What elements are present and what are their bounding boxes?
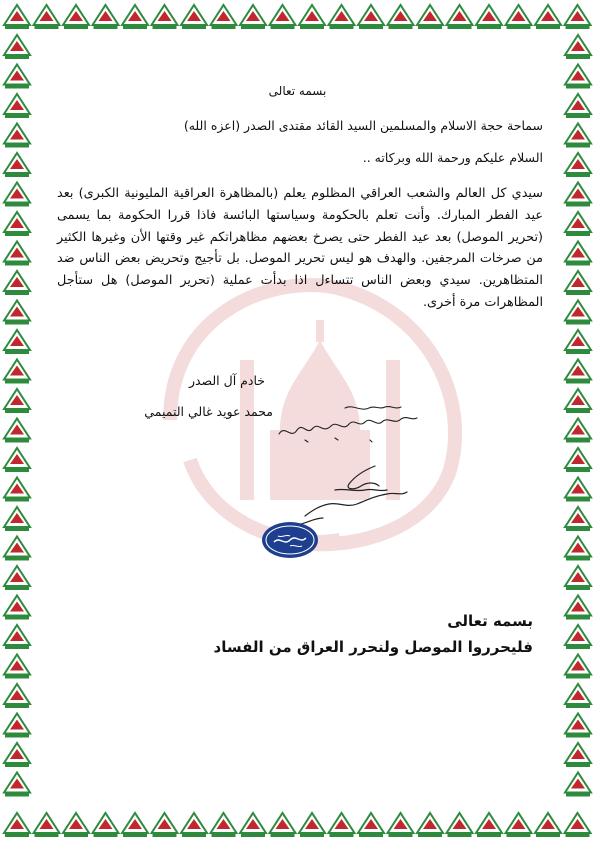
- border-motif: [329, 5, 355, 29]
- border-motif: [565, 94, 591, 118]
- border-motif: [4, 684, 30, 708]
- letter-page: [40, 40, 555, 800]
- border-motif: [565, 389, 591, 413]
- border-motif: [535, 813, 561, 837]
- border-motif: [4, 242, 30, 266]
- border-motif: [565, 478, 591, 502]
- sender-name: محمد عويد غالي التميمي: [144, 404, 273, 419]
- border-motif: [240, 5, 266, 29]
- border-motif: [299, 5, 325, 29]
- border-motif: [152, 813, 178, 837]
- reply-basmala: بسمه تعالى: [447, 612, 533, 630]
- border-motif: [565, 773, 591, 797]
- border-motif: [4, 478, 30, 502]
- border-motif: [565, 419, 591, 443]
- border-motif: [565, 537, 591, 561]
- signoff-title: خادم آل الصدر: [188, 373, 265, 388]
- border-motif: [4, 773, 30, 797]
- border-motif: [4, 271, 30, 295]
- border-motif: [565, 448, 591, 472]
- border-motif: [565, 153, 591, 177]
- border-motif: [4, 419, 30, 443]
- decorative-border-right: [561, 0, 595, 842]
- border-motif: [565, 566, 591, 590]
- border-motif: [4, 301, 30, 325]
- border-motif: [4, 183, 30, 207]
- border-motif: [329, 813, 355, 837]
- border-motif: [565, 330, 591, 354]
- decorative-border-left: [0, 0, 34, 842]
- addressee-line: سماحة حجة الاسلام والمسلمين السيد القائد مقتدى الصدر (اعزه الله): [183, 118, 543, 133]
- border-motif: [4, 743, 30, 767]
- border-motif: [565, 271, 591, 295]
- border-motif: [34, 5, 60, 29]
- border-motif: [240, 813, 266, 837]
- border-motif: [4, 596, 30, 620]
- border-motif: [565, 360, 591, 384]
- border-motif: [565, 183, 591, 207]
- border-motif: [447, 5, 473, 29]
- border-motif: [4, 212, 30, 236]
- border-motif: [34, 813, 60, 837]
- border-motif: [93, 5, 119, 29]
- border-motif: [63, 813, 89, 837]
- border-motif: [4, 625, 30, 649]
- decorative-border-top: [0, 0, 595, 34]
- border-motif: [4, 124, 30, 148]
- border-motif: [4, 35, 30, 59]
- border-motif: [447, 813, 473, 837]
- basmala-heading: بسمه تعالى: [268, 84, 327, 98]
- border-motif: [181, 813, 207, 837]
- border-motif: [4, 330, 30, 354]
- border-motif: [476, 813, 502, 837]
- border-motif: [535, 5, 561, 29]
- border-motif: [565, 301, 591, 325]
- border-motif: [122, 813, 148, 837]
- border-motif: [299, 813, 325, 837]
- border-motif: [4, 537, 30, 561]
- handwritten-reply-scribble: [275, 390, 435, 450]
- border-motif: [4, 94, 30, 118]
- border-motif: [565, 714, 591, 738]
- greeting-line: السلام عليكم ورحمة الله وبركاته ..: [362, 150, 543, 165]
- official-seal-stamp: [260, 520, 320, 560]
- border-motif: [417, 5, 443, 29]
- border-motif: [358, 813, 384, 837]
- border-motif: [388, 5, 414, 29]
- border-motif: [63, 5, 89, 29]
- border-motif: [4, 655, 30, 679]
- reply-text: فليحرروا الموصل ولنحرر العراق من الفساد: [213, 638, 533, 656]
- border-motif: [565, 65, 591, 89]
- border-motif: [565, 684, 591, 708]
- border-motif: [270, 5, 296, 29]
- border-motif: [506, 5, 532, 29]
- border-motif: [4, 389, 30, 413]
- decorative-border-bottom: [0, 808, 595, 842]
- border-motif: [565, 35, 591, 59]
- border-motif: [4, 360, 30, 384]
- border-motif: [211, 813, 237, 837]
- border-motif: [93, 813, 119, 837]
- border-motif: [211, 5, 237, 29]
- border-motif: [4, 566, 30, 590]
- border-motif: [417, 813, 443, 837]
- border-motif: [506, 813, 532, 837]
- border-motif: [4, 507, 30, 531]
- border-motif: [565, 625, 591, 649]
- border-motif: [476, 5, 502, 29]
- border-motif: [565, 596, 591, 620]
- letter-body: سيدي كل العالم والشعب العراقي المظلوم يعلم (بالمظاهرة العراقية المليونية الكبرى) بعد عيد الفطر المبارك. وأنت تعلم بالحكومة وسياستها البائسة فاذا قررا الحكومة بما يسمى (تحرير الموصل) بعد عيد الفطر حتى يصرخ بعضهم مظاهراتكم غير وقتها الأن وغيرها الكثير من صرخات المرجفين. والهدف هو ليس تحرير الموصل. بل تأجيج وتحريض بعض الناس ضد المتظاهرين. سيدي وبعض الناس تتساءل اذا بدأت عملية (تحرير الموصل) هل ستأجل المظاهرات مرة أخرى.: [57, 186, 543, 310]
- border-motif: [4, 153, 30, 177]
- border-motif: [565, 124, 591, 148]
- border-motif: [152, 5, 178, 29]
- border-motif: [565, 212, 591, 236]
- border-motif: [270, 813, 296, 837]
- border-motif: [4, 65, 30, 89]
- border-motif: [565, 507, 591, 531]
- border-motif: [122, 5, 148, 29]
- border-motif: [388, 813, 414, 837]
- border-motif: [565, 743, 591, 767]
- border-motif: [358, 5, 384, 29]
- border-motif: [4, 714, 30, 738]
- border-motif: [181, 5, 207, 29]
- border-motif: [565, 655, 591, 679]
- border-motif: [565, 242, 591, 266]
- border-motif: [4, 448, 30, 472]
